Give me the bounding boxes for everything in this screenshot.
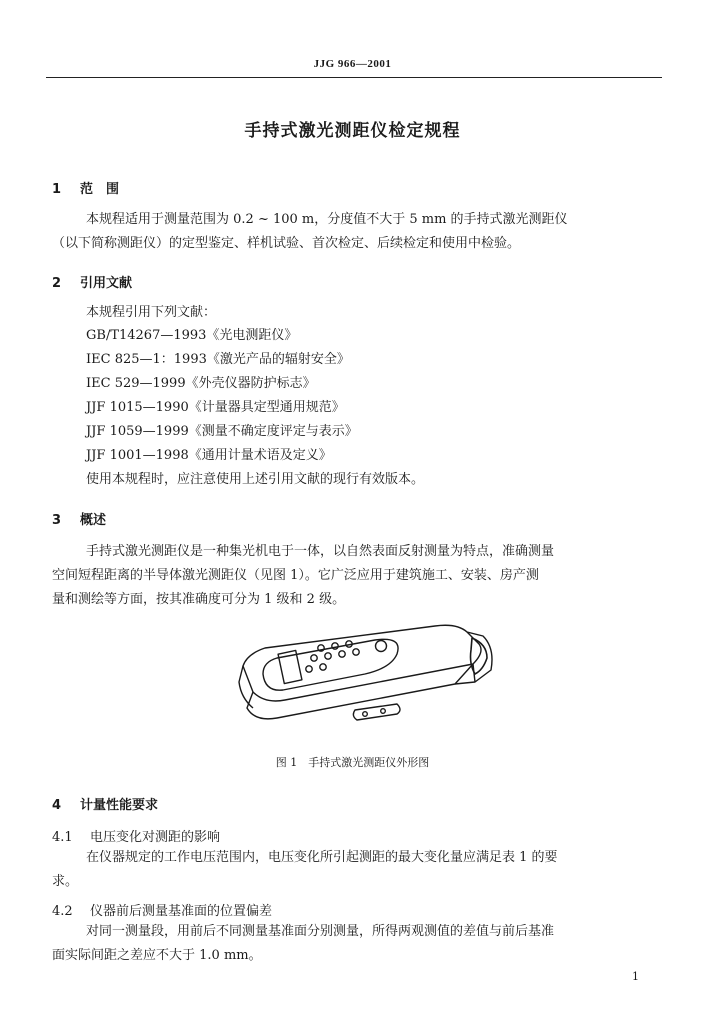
section-title: 概述 [80,513,107,528]
subsection-number: 4.2 [52,904,73,919]
section-2-heading [52,272,132,291]
section-3-heading [52,509,106,528]
page-number: 1 [632,970,639,983]
laser-rangefinder-figure [225,618,495,728]
section-number: 2 [52,276,62,291]
header-rule [46,77,662,78]
section-4-heading [52,794,158,813]
scope-line-2: （以下简称测距仪）的定型鉴定、样机试验、首次检定、后续检定和使用中检验。 [52,236,521,251]
subsection-title: 电压变化对测距的影响 [90,830,221,845]
refs-note: 使用本规程时，应注意使用上述引用文献的现行有效版本。 [86,472,425,487]
scope-line-1: 本规程适用于测量范围为 0.2 ~ 100 m，分度值不大于 5 mm 的手持式激光测距仪 [86,212,568,227]
ref-item: GB/T14267—1993《光电测距仪》 [86,328,298,343]
subsection-4-2-line-1: 对同一测量段，用前后不同测量基准面分别测量，所得两观测值的差值与前后基准 [86,924,555,939]
ref-item: IEC 825—1：1993《激光产品的辐射安全》 [86,352,350,367]
document-title: 手持式激光测距仪检定规程 [244,121,461,141]
section-number: 4 [52,798,62,813]
section-title: 范 围 [80,182,120,197]
subsection-4-2-heading [52,900,272,919]
section-number: 3 [52,513,62,528]
overview-line-3: 量和测绘等方面，按其准确度可分为 1 级和 2 级。 [52,592,346,607]
ref-item: IEC 529—1999《外壳仪器防护标志》 [86,376,316,391]
subsection-4-1-line-2: 求。 [52,874,79,889]
section-title: 计量性能要求 [80,798,159,813]
ref-item: JJF 1059—1999《测量不确定度评定与表示》 [86,424,358,439]
document-code: JJG 966—2001 [313,58,392,70]
subsection-4-1-heading [52,826,220,845]
subsection-4-1-line-1: 在仪器规定的工作电压范围内，电压变化所引起测距的最大变化量应满足表 1 的要 [86,850,558,865]
figure-caption: 图 1 手持式激光测距仪外形图 [275,756,430,769]
ref-item: JJF 1015—1990《计量器具定型通用规范》 [86,400,345,415]
refs-intro: 本规程引用下列文献： [86,305,217,320]
section-title: 引用文献 [80,276,133,291]
subsection-number: 4.1 [52,830,73,845]
section-number: 1 [52,182,62,197]
ref-item: JJF 1001—1998《通用计量术语及定义》 [86,448,332,463]
section-1-heading [52,178,119,197]
overview-line-1: 手持式激光测距仪是一种集光机电于一体，以自然表面反射测量为特点，准确测量 [86,544,555,559]
overview-line-2: 空间短程距离的半导体激光测距仪（见图 1）。它广泛应用于建筑施工、安装、房产测 [52,568,539,583]
subsection-4-2-line-2: 面实际间距之差应不大于 1.0 mm。 [52,948,262,963]
subsection-title: 仪器前后测量基准面的位置偏差 [90,904,273,919]
